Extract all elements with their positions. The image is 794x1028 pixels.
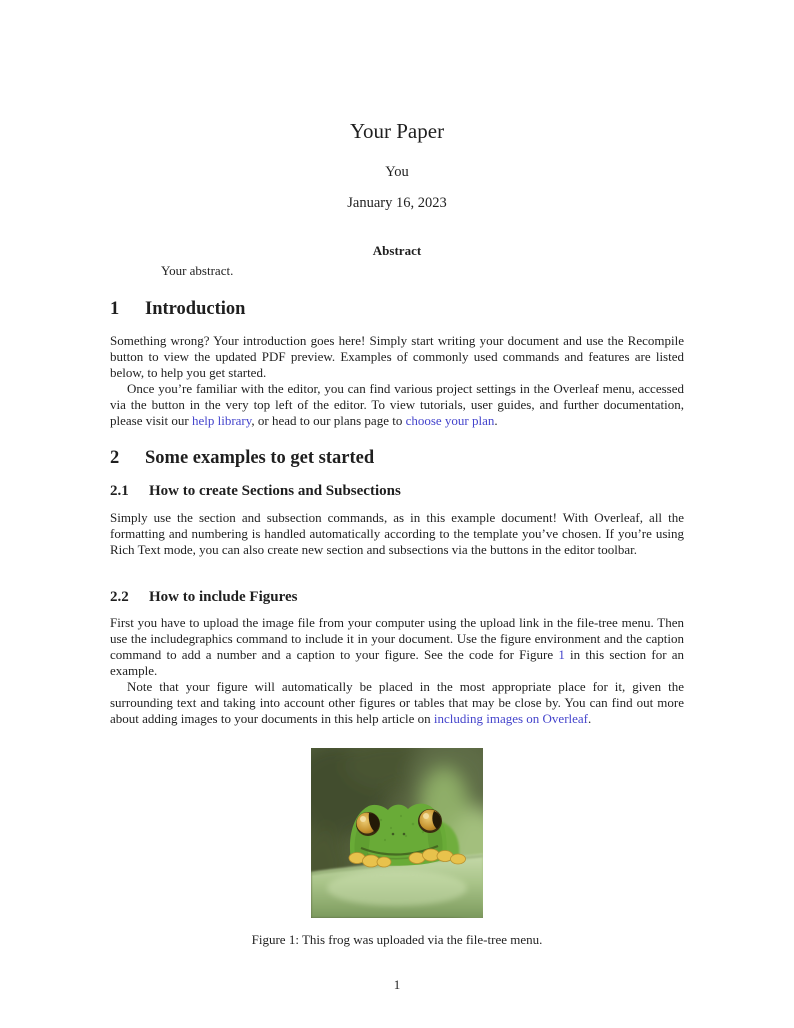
paragraph-text: First you have to upload the image file from your computer using the upload link in the file-tree menu. Then use the includegraphics command to include it in your document. Use the figure environment and the caption command to add a number and a caption to your figure. See the code for Figure: [110, 615, 684, 662]
frog-figure-image: [311, 748, 483, 918]
section-2-number: 2: [110, 448, 120, 468]
paragraph-text: .: [588, 711, 592, 726]
paper-author: You: [385, 164, 409, 180]
subsection-2-1-title: How to create Sections and Subsections: [149, 483, 401, 499]
including-images-on-overleaf-link[interactable]: including images on Overleaf: [433, 711, 589, 726]
help-library-link[interactable]: help library: [191, 413, 252, 428]
subsection-2-2-title: How to include Figures: [149, 589, 298, 605]
paragraph-text: Note that your figure will automatically be placed in the most appropriate place for it, given the surrounding text and taking into account other figures or tables that may be close by. You can find out more about adding images to your documents in this help article on: [110, 679, 684, 726]
subsection-2-1-paragraph-1: Simply use the section and subsection commands, as in this example document! With Overleaf, all the formatting and numbering is handled automatically according to the template you’ve chosen. If you’re using Rich Text mode, you can also create new section and subsections via the buttons in the editor toolbar.: [110, 510, 684, 557]
page-number: 1: [393, 977, 401, 992]
paragraph-text: Once you’re familiar with the editor, you can find various project settings in the Overleaf menu, accessed via the button in the very top left of the editor. To view tutorials, user guides, and further documentation, please visit our: [110, 381, 684, 428]
subsection-2-2-paragraph-2: [110, 679, 684, 727]
section-1-number: 1: [110, 299, 120, 319]
paragraph-text: in this section for an example.: [110, 647, 685, 678]
subsection-2-1-number: 2.1: [110, 483, 129, 499]
choose-your-plan-link[interactable]: choose your plan: [405, 413, 495, 428]
subsection-2-2-paragraph-1: [110, 615, 684, 679]
subsection-2-2-heading: [110, 589, 297, 606]
paragraph-text: .: [494, 413, 498, 428]
section-2-heading: [110, 448, 374, 469]
figure-caption: Figure 1: This frog was uploaded via the file-tree menu.: [251, 932, 543, 947]
section-1-heading: [110, 299, 245, 320]
figure-1-reference-link[interactable]: 1: [558, 647, 565, 662]
paragraph-text: , or head to our plans page to: [251, 413, 406, 428]
section-1-title: Introduction: [145, 299, 246, 319]
abstract-heading: Abstract: [372, 243, 422, 258]
section-1-paragraph-1: Something wrong? Your introduction goes here! Simply start writing your document and use the Recompile button to view the updated PDF preview. Examples of commonly used commands and features are listed below, to help you get started.: [110, 333, 684, 380]
paper-title: Your Paper: [349, 119, 445, 143]
subsection-2-2-number: 2.2: [110, 589, 129, 605]
subsection-2-1-heading: [110, 483, 401, 500]
abstract-body: Your abstract.: [161, 263, 234, 278]
paper-date: January 16, 2023: [347, 195, 447, 211]
section-1-paragraph-2: [110, 381, 684, 429]
section-2-title: Some examples to get started: [145, 448, 375, 468]
